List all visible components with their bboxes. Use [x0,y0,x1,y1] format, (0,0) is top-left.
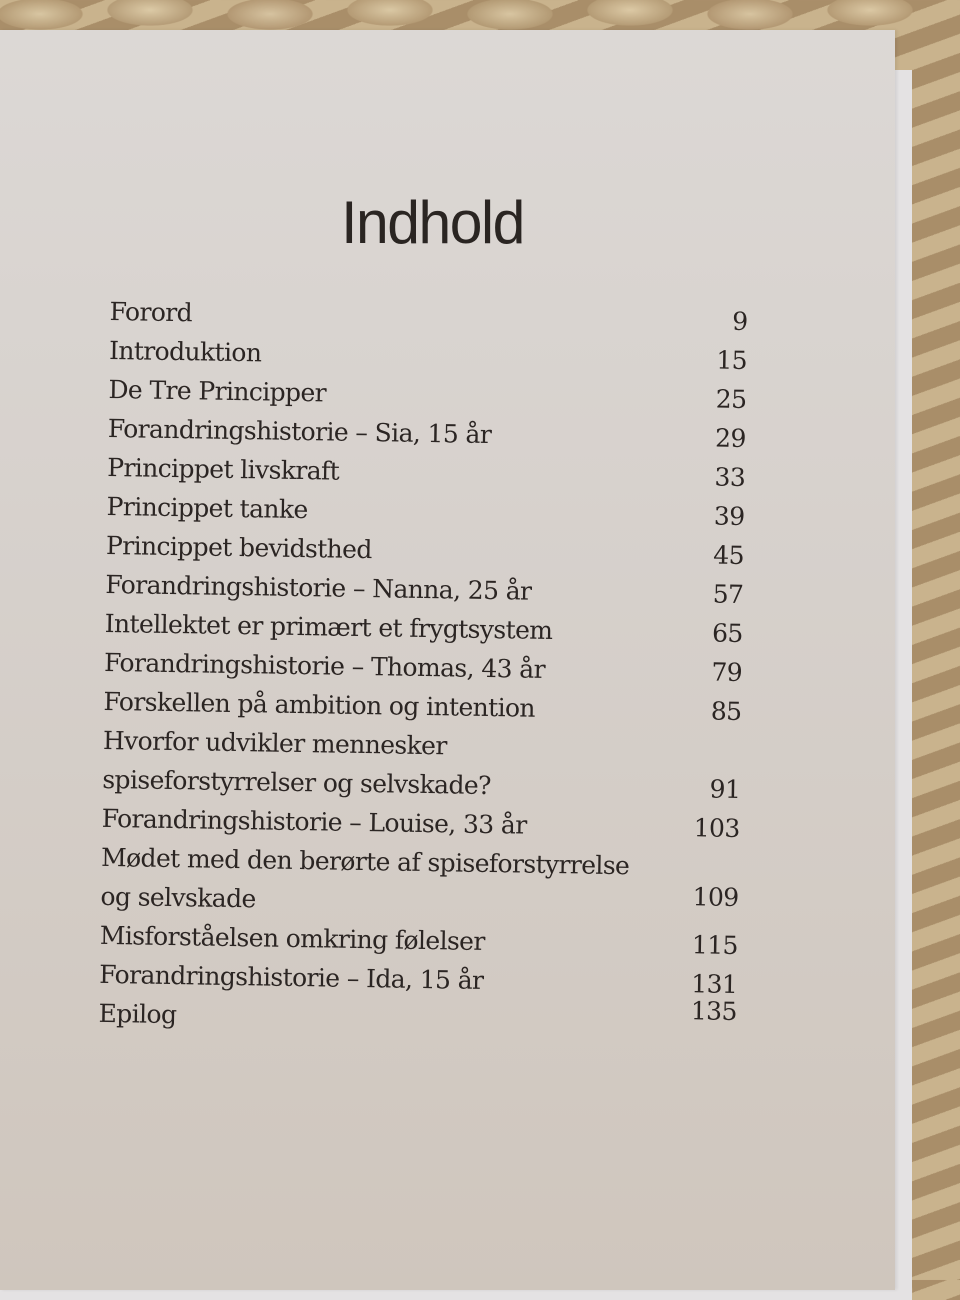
toc-entry-page: 91 [709,774,741,804]
toc-entry-page: 79 [711,657,743,687]
toc-entry-page: 103 [693,813,740,843]
toc-entry-title: Forandringshistorie – Thomas, 43 år [103,647,546,684]
toc-entry-title: Misforståelsen omkring følelser [99,920,485,956]
toc-entry-title: Forandringshistorie – Nanna, 25 år [105,569,532,606]
toc-entry [102,721,803,810]
toc-entry-title: Epilog [98,998,177,1030]
toc-entry-page: 45 [713,540,745,570]
table-of-contents [98,292,810,1044]
toc-entry-title: Forandringshistorie – Sia, 15 år [107,413,492,450]
toc-entry-title: Forskellen på ambition og intention [103,686,536,723]
toc-entry-page: 15 [716,345,748,376]
toc-entry-title: Intellektet er primært et frygtsystem [104,608,553,645]
toc-entry-title: Princippet tanke [106,491,308,525]
toc-entry-page: 39 [713,501,745,531]
toc-entry-page: 131 [691,969,738,999]
toc-entry-page: 115 [691,930,739,960]
page-title: Indhold [341,189,524,256]
toc-entry-title: Forandringshistorie – Ida, 15 år [99,959,484,995]
toc-entry-page: 9 [732,306,748,337]
toc-entry-page: 65 [711,618,743,648]
toc-entry-page: 33 [714,462,746,492]
toc-entry-title: Princippet bevidsthed [105,530,372,565]
toc-entry-title: Forord [109,296,193,328]
toc-entry-page: 25 [715,384,747,415]
toc-entry-title: Hvorfor udvikler mennesker spiseforstyrrelser og selvskade? [102,725,492,801]
toc-entry-title: Forandringshistorie – Louise, 33 år [101,803,527,840]
toc-entry-page: 29 [714,423,747,454]
toc-entry-title: De Tre Principper [108,374,327,408]
toc-entry [100,838,801,927]
toc-entry-title: Introduktion [108,335,262,368]
toc-entry-page: 109 [692,882,739,912]
toc-entry-page: 85 [710,696,742,726]
toc-entry-page: 57 [712,579,744,609]
toc-entry-title: Princippet livskraft [107,452,340,486]
toc-entry-page: 135 [690,996,738,1026]
toc-entry-title: Mødet med den berørte af spiseforstyrrelse og selvskade [100,842,630,914]
